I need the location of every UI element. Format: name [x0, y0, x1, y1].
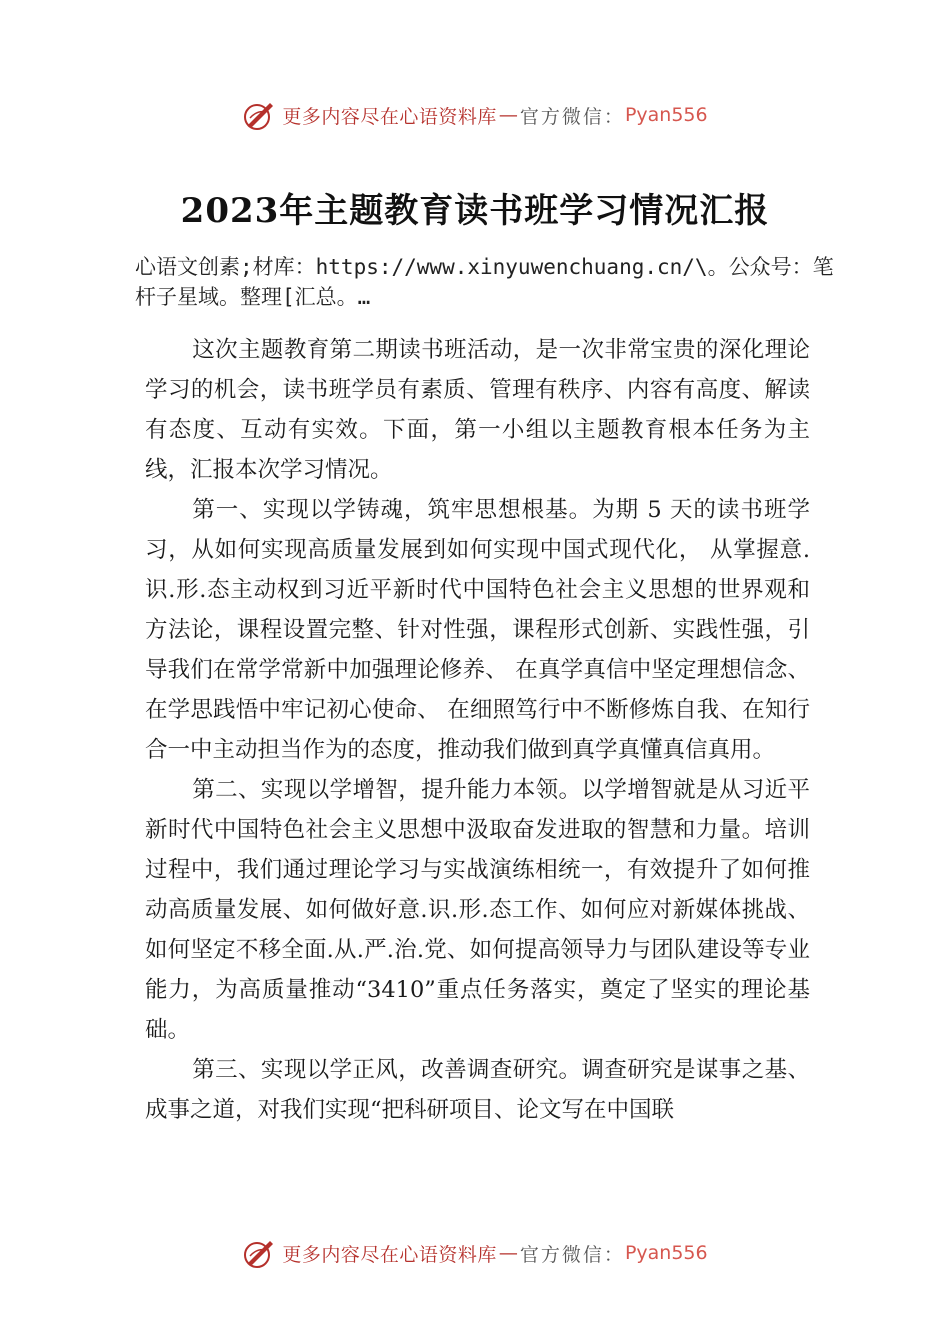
banner-text: 更多内容尽在心语资料库 [282, 1243, 497, 1266]
banner-dash: — [498, 1242, 518, 1264]
source-line: 心语文创素;材库：https://www.xinyuwenchuang.cn/\。公众号：笔杆子星域。整理[汇总。… [135, 255, 834, 309]
paragraph-first: 第一、实现以学铸魂，筑牢思想根基。为期 5 天的读书班学习，从如何实现高质量发展到如何实现中国式现代化， 从掌握意.识.形.态主动权到习近平新时代中国特色社会主义思想的世界观和方法论，课程设置完整、针对性强，课程形式创新、实践性强，引导我们在常学常新中加强理论修养、 在真学真信中坚定理想信念、在学思践悟中牢记初心使命、 在细照笃行中不断修炼自我、在知行合一中主动担当作为的态度，推动我们做到真学真懂真信真用。 [145, 497, 810, 763]
banner-dash: — [498, 104, 518, 126]
footer-banner [0, 1233, 950, 1273]
banner-wechat-id: Pyan556 [624, 1242, 708, 1264]
quill-pen-logo-icon [242, 98, 276, 132]
banner-wechat-label: 官方微信： [519, 1243, 625, 1266]
header-banner [0, 95, 950, 135]
banner-text: 更多内容尽在心语资料库 [282, 105, 497, 128]
paragraph-second: 第二、实现以学增智，提升能力本领。以学增智就是从习近平新时代中国特色社会主义思想中汲取奋发进取的智慧和力量。培训过程中，我们通过理论学习与实战演练相统一，有效提升了如何推动高质量发展、如何做好意.识.形.态工作、如何应对新媒体挑战、如何坚定不移全面.从.严.治.党、如何提高领导力与团队建设等专业能力，为高质量推动“3410”重点任务落实，奠定了坚实的理论基础。 [145, 777, 810, 1043]
quill-pen-logo-icon [242, 1236, 276, 1270]
document-body [145, 330, 810, 1130]
paragraph-intro: 这次主题教育第二期读书班活动，是一次非常宝贵的深化理论学习的机会，读书班学员有素质、管理有秩序、内容有高度、解读有态度、互动有实效。下面，第一小组以主题教育根本任务为主线，汇报本次学习情况。 [145, 337, 810, 483]
document-title: 2023年主题教育读书班学习情况汇报 [180, 191, 770, 231]
banner-wechat-id: Pyan556 [624, 104, 708, 126]
paragraph-third: 第三、实现以学正风，改善调查研究。调查研究是谋事之基、成事之道，对我们实现“把科研项目、论文写在中国联 [145, 1057, 810, 1123]
banner-wechat-label: 官方微信： [519, 105, 625, 128]
